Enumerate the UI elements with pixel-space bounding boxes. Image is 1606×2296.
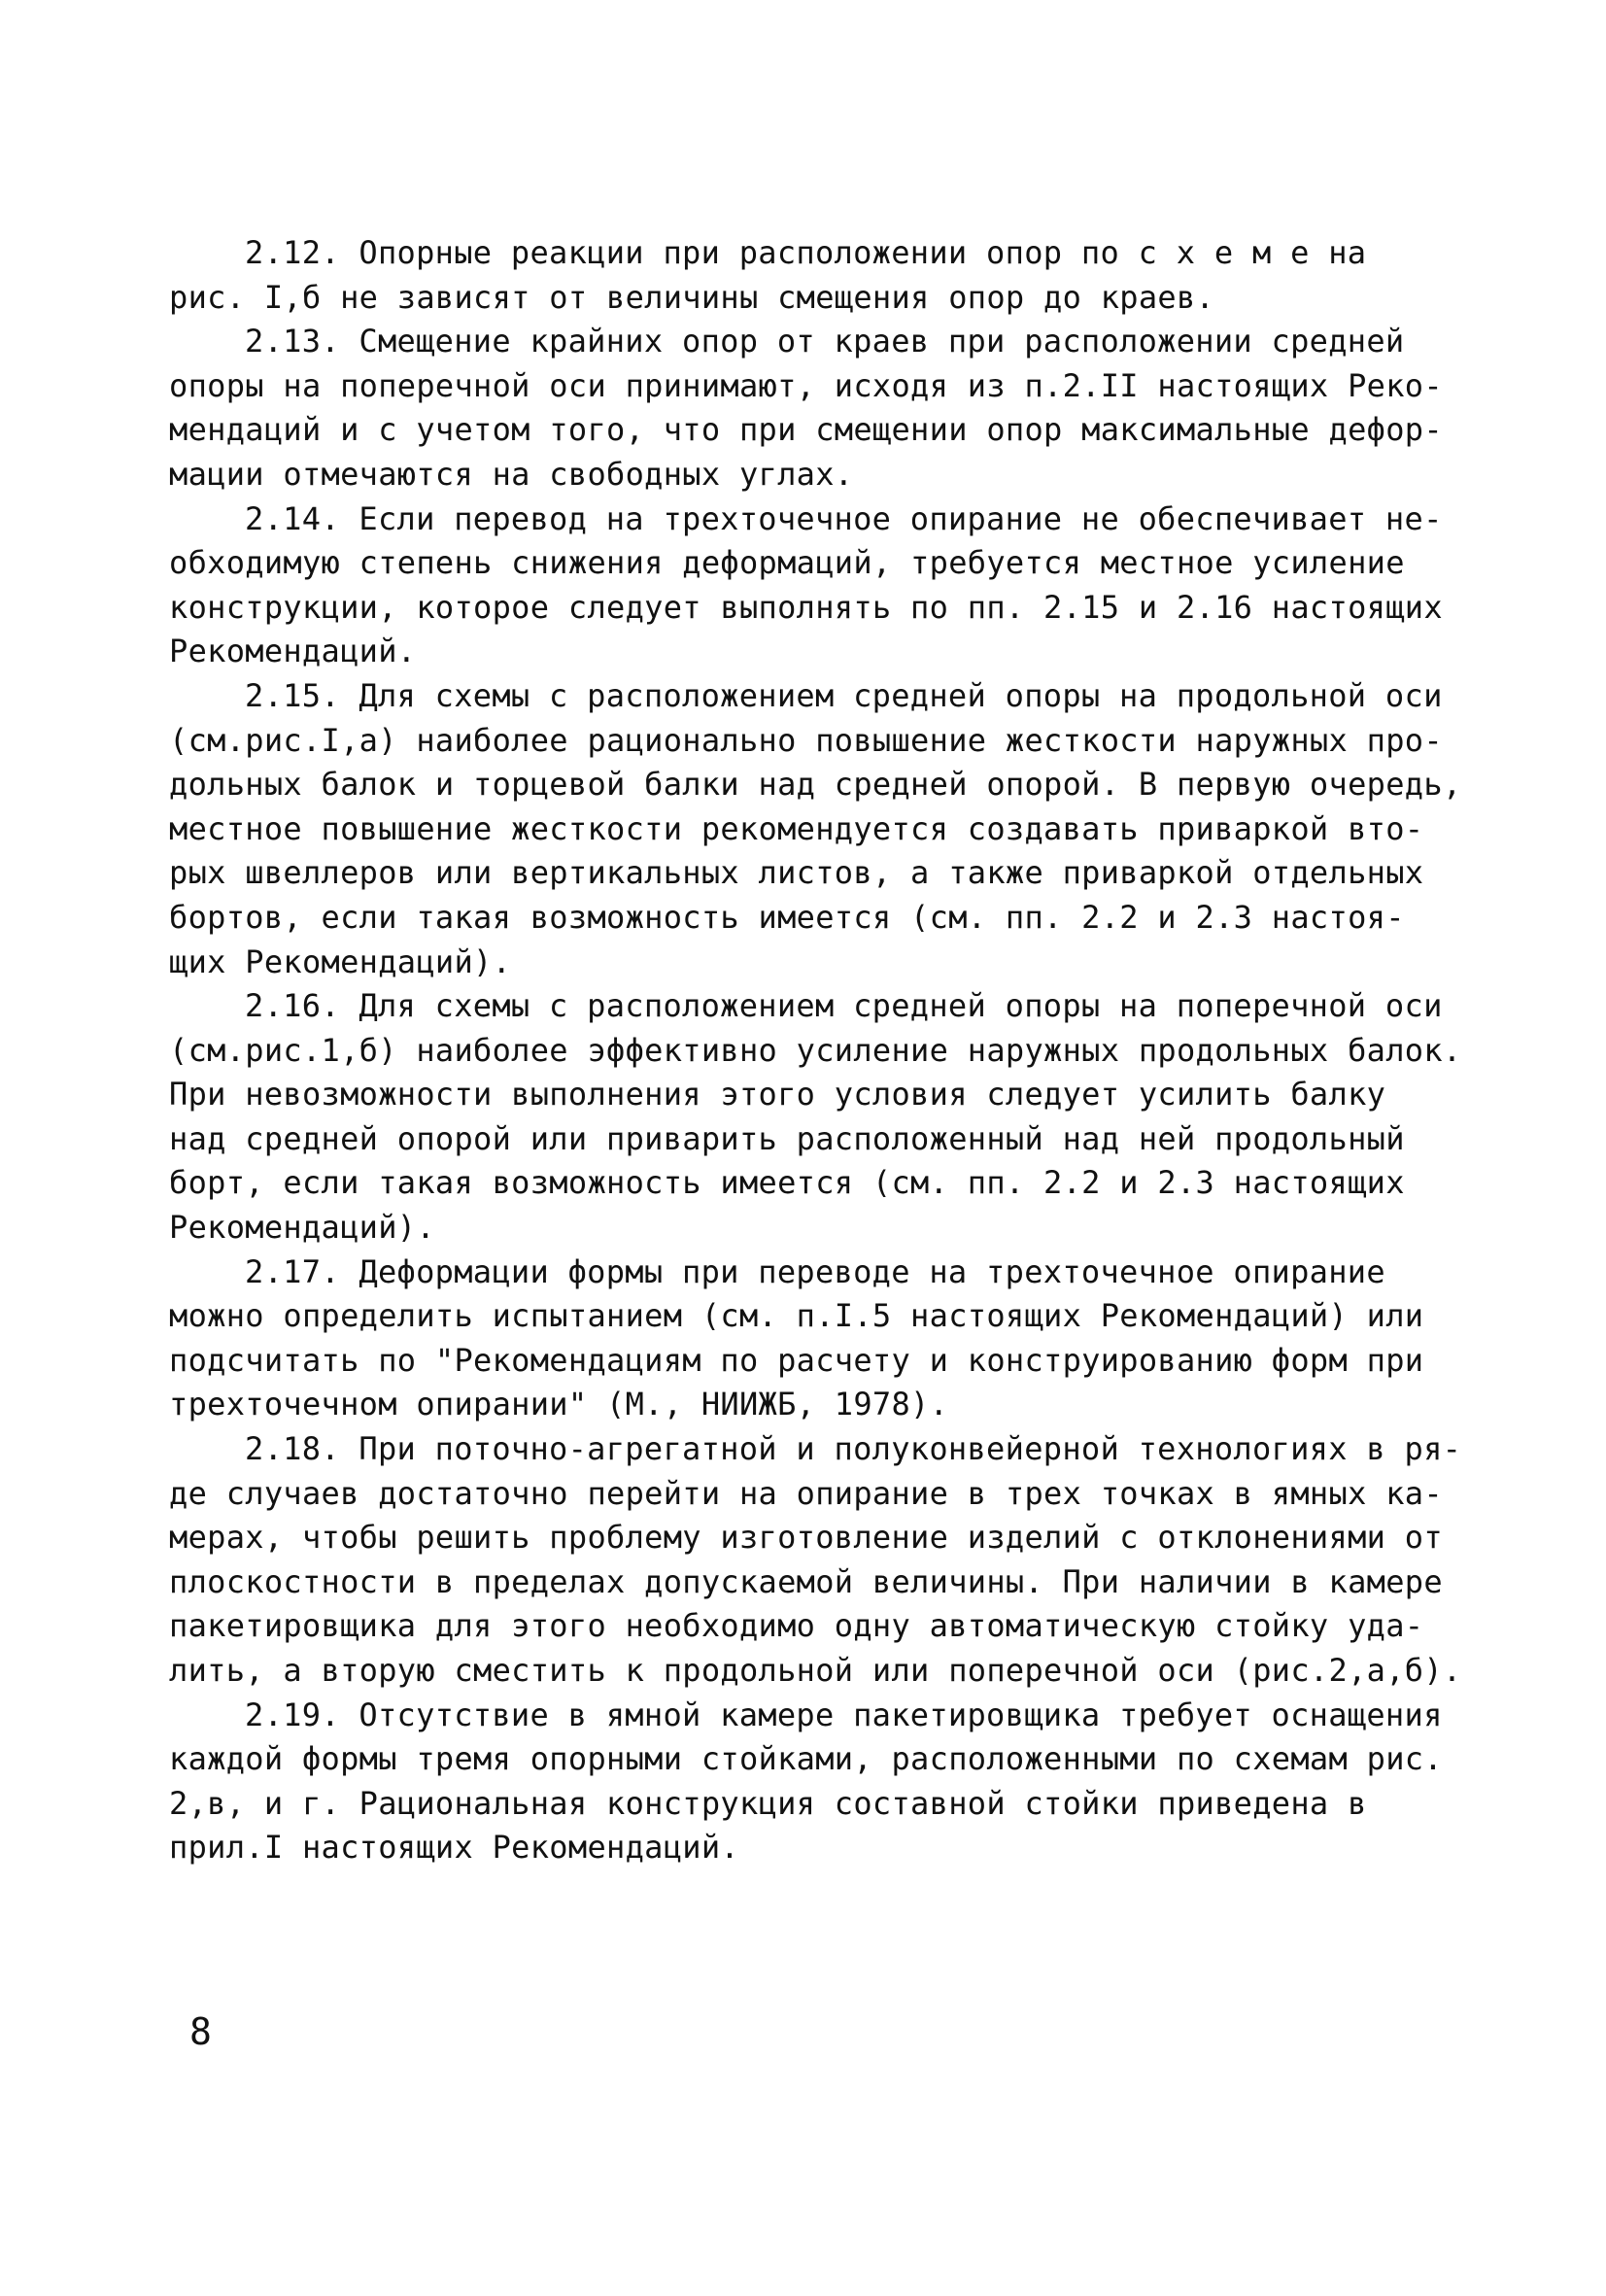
paragraph	[169, 1694, 1443, 1870]
paragraph-line: бортов, если такая возможность имеется (см. пп. 2.2 и 2.3 настоя-	[169, 898, 1405, 936]
paragraph-line: мендаций и с учетом того, что при смещении опор максимальные дефор-	[169, 411, 1443, 449]
paragraph-line: конструкции, которое следует выполнять по пп. 2.15 и 2.16 настоящих	[169, 588, 1443, 626]
paragraph-line: Рекомендаций.	[169, 633, 417, 670]
paragraph	[169, 231, 1432, 320]
paragraph-line: При невозможности выполнения этого условия следует усилить балку	[169, 1076, 1386, 1114]
paragraph	[169, 1427, 1462, 1694]
paragraph-first-line: 2.18. При поточно-агрегатной и полуконвейерной технологиях в ря-	[245, 1430, 1462, 1468]
paragraph-line: каждой формы тремя опорными стойками, расположенными по схемам рис.	[169, 1740, 1443, 1778]
paragraph-first-line: 2.16. Для схемы с расположением средней опоры на поперечной оси	[245, 987, 1443, 1025]
paragraph-line: (см.рис.I,а) наиболее рационально повышение жесткости наружных про-	[169, 721, 1443, 759]
paragraph	[169, 497, 1443, 674]
paragraph	[169, 1251, 1432, 1427]
paragraph-first-line: 2.12. Опорные реакции при расположении опор по с х е м е на	[245, 234, 1367, 271]
paragraph-line: борт, если такая возможность имеется (см. пп. 2.2 и 2.3 настоящих	[169, 1164, 1405, 1202]
paragraph	[169, 984, 1462, 1251]
paragraph-line: над средней опорой или приварить расположенный над ней продольный	[169, 1119, 1405, 1157]
paragraph-line: мации отмечаются на свободных углах.	[169, 455, 854, 493]
paragraph-line: Рекомендаций).	[169, 1209, 435, 1247]
paragraph-line: дольных балок и торцевой балки над средней опорой. В первую очередь,	[169, 766, 1462, 804]
paragraph-first-line: 2.17. Деформации формы при переводе на трехточечное опирание	[245, 1252, 1385, 1290]
paragraph-first-line: 2.19. Отсутствие в ямной камере пакетировщика требует оснащения	[245, 1696, 1443, 1733]
paragraph-first-line: 2.14. Если перевод на трехточечное опирание не обеспечивает не-	[245, 499, 1443, 537]
paragraph	[169, 320, 1443, 497]
paragraph-line: можно определить испытанием (см. п.I.5 настоящих Рекомендаций) или	[169, 1297, 1424, 1335]
paragraph-line: трехточечном опирании" (М., НИИЖБ, 1978).	[169, 1386, 949, 1423]
paragraph	[169, 674, 1462, 984]
paragraph-line: подсчитать по "Рекомендациям по расчету и конструированию форм при	[169, 1341, 1424, 1379]
paragraph-line: обходимую степень снижения деформаций, требуется местное усиление	[169, 544, 1405, 582]
paragraph-line: пакетировщика для этого необходимо одну автоматическую стойку уда-	[169, 1607, 1424, 1645]
paragraph-line: мерах, чтобы решить проблему изготовление изделий с отклонениями от	[169, 1519, 1443, 1557]
paragraph-line: местное повышение жесткости рекомендуется создавать приваркой вто-	[169, 809, 1424, 847]
paragraph-line: прил.I настоящих Рекомендаций.	[169, 1829, 739, 1867]
paragraph-line: лить, а вторую сместить к продольной или поперечной оси (рис.2,а,б).	[169, 1652, 1462, 1689]
paragraph-first-line: 2.15. Для схемы с расположением средней опоры на продольной оси	[245, 676, 1443, 714]
body-text	[169, 231, 1462, 1870]
page-number: 8	[189, 2010, 212, 2053]
paragraph-line: де случаев достаточно перейти на опирание в трех точках в ямных ка-	[169, 1474, 1443, 1512]
paragraph-line: 2,в, и г. Рациональная конструкция составной стойки приведена в	[169, 1784, 1367, 1822]
paragraph-line: плоскостности в пределах допускаемой величины. При наличии в камере	[169, 1562, 1443, 1600]
paragraph-line: опоры на поперечной оси принимают, исходя из п.2.II настоящих Реко-	[169, 366, 1443, 404]
paragraph-line: рых швеллеров или вертикальных листов, а также приваркой отдельных	[169, 854, 1424, 892]
paragraph-line: щих Рекомендаций).	[169, 942, 512, 980]
paragraph-line: (см.рис.1,б) наиболее эффективно усиление наружных продольных балок.	[169, 1031, 1462, 1069]
paragraph-first-line: 2.13. Смещение крайних опор от краев при расположении средней	[245, 323, 1405, 360]
paragraph-line: рис. I,б не зависят от величины смещения опор до краев.	[169, 278, 1215, 316]
